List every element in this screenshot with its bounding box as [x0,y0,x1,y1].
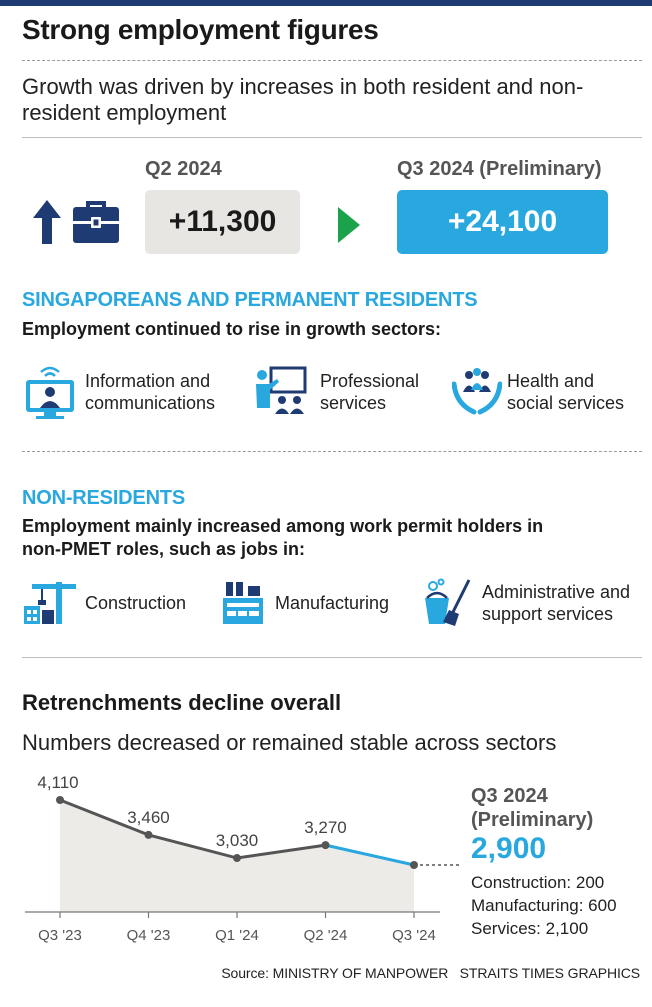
divider [22,137,642,138]
page-title: Strong employment figures [22,14,379,45]
briefcase-icon [71,199,121,250]
sector-admin-support: Administrative and support services [482,582,631,624]
breakdown-manufacturing: Manufacturing: 600 [471,896,617,915]
factory-icon [221,580,265,631]
page-subtitle: Growth was driven by increases in both resident and non-resident employment [22,74,584,125]
data-label: 4,110 [37,773,79,792]
retrenchment-line-chart [0,760,470,960]
residents-heading: SINGAPOREANS AND PERMANENT RESIDENTS [22,289,478,311]
chart-subtitle: Numbers decreased or remained stable across sectors [22,730,557,755]
data-point [322,841,330,849]
cleaning-bucket-icon [421,578,473,633]
breakdown-services: Services: 2,100 [471,919,589,938]
divider [22,657,642,658]
source: Source: MINISTRY OF MANPOWER [221,965,449,981]
data-point [410,861,418,869]
data-label: 3,270 [304,818,347,838]
sector-ict: Information and communications [85,371,216,413]
x-tick-label: Q1 '24 [215,927,259,944]
play-triangle-icon [336,205,362,250]
divider [22,451,642,452]
sector-health: Health and social services [507,371,625,413]
sector-manufacturing: Manufacturing [275,593,390,613]
source-credit [221,965,640,981]
crane-icon [22,580,78,631]
presenter-icon [253,364,309,423]
non-residents-description: Employment mainly increased among work permit holders in non-PMET roles, such as jobs in: [22,516,544,559]
data-point [233,854,241,862]
q3-2024-retrenchment-value: 2,900 [471,832,547,865]
computer-user-icon [24,364,76,425]
sector-professional: Professional services [320,371,420,413]
sector-construction: Construction [85,593,187,613]
graphics-credit: STRAITS TIMES GRAPHICS [459,965,640,981]
chart-title: Retrenchments decline overall [22,690,342,715]
top-accent-bar [0,0,652,6]
data-label: 3,460 [127,807,170,827]
non-residents-heading: NON-RESIDENTS [22,487,185,509]
breakdown-construction: Construction: 200 [471,873,605,892]
caring-hands-icon [452,366,502,421]
q2-2024-value: +11,300 [145,190,300,254]
q3-2024-label: Q3 2024 (Preliminary) [397,158,602,180]
x-tick-label: Q3 '24 [392,927,436,944]
data-point [145,831,153,839]
residents-description: Employment continued to rise in growth sectors: [22,319,442,339]
divider [22,60,642,61]
x-tick-label: Q3 '23 [38,927,82,944]
data-point [56,796,64,804]
data-label: 3,030 [215,831,259,851]
x-tick-label: Q2 '24 [303,927,348,944]
q2-2024-label: Q2 2024 [145,158,222,180]
q3-2024-value: +24,100 [397,190,608,254]
x-tick-label: Q4 '23 [126,927,171,944]
up-arrow-icon [32,198,62,251]
q3-2024-retrenchment-label: Q3 2024 (Preliminary) [471,785,594,831]
